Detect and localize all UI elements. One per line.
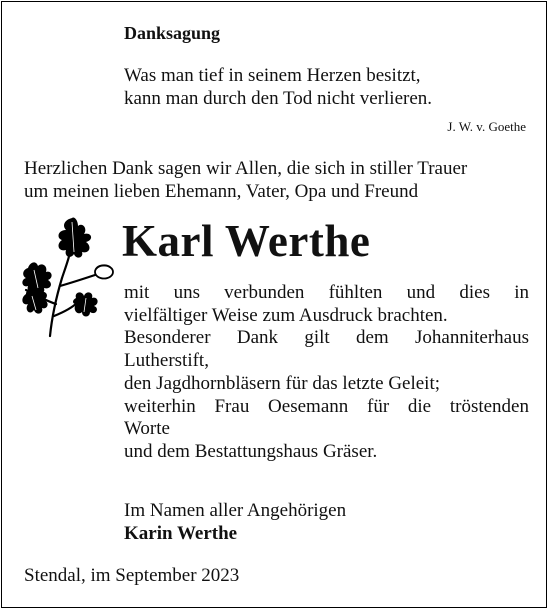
body-line: vielfältiger Weise zum Ausdruck brachten.	[124, 304, 448, 326]
intro-text	[24, 157, 467, 203]
thanks-body	[124, 282, 529, 464]
body-line: den Jagdhornbläsern für das letzte Geleit;	[124, 372, 441, 394]
quote-author: J. W. v. Goethe	[447, 119, 526, 134]
signoff	[124, 499, 346, 545]
body-line: mit uns verbunden fühlten und dies in	[124, 282, 529, 303]
body-line: Lutherstift,	[124, 350, 209, 372]
quote-line: Was man tief in seinem Herzen besitzt,	[124, 65, 421, 86]
intro-line: Herzlichen Dank sagen wir Allen, die sich in stiller Trauer	[24, 158, 468, 179]
oak-leaf-acorn-icon	[16, 212, 116, 342]
body-line: Besonderer Dank gilt dem Johanniterhaus	[124, 327, 529, 349]
intro-line: um meinen lieben Ehemann, Vater, Opa und Freund	[24, 181, 419, 202]
place-date: Stendal, im September 2023	[24, 565, 240, 586]
body-line: Worte	[124, 418, 170, 440]
signoff-line: Im Namen aller Angehörigen	[124, 500, 347, 521]
body-line: und dem Bestattungshaus Gräser.	[124, 440, 378, 462]
quote	[124, 64, 432, 110]
quote-line: kann man durch den Tod nicht verlieren.	[124, 88, 433, 109]
deceased-name: Karl Werthe	[122, 216, 371, 266]
body-line: weiterhin Frau Oesemann für die tröstenden	[124, 395, 529, 417]
signer-name: Karin Werthe	[124, 523, 238, 544]
notice-heading: Danksagung	[124, 23, 221, 43]
death-notice	[1, 1, 547, 608]
